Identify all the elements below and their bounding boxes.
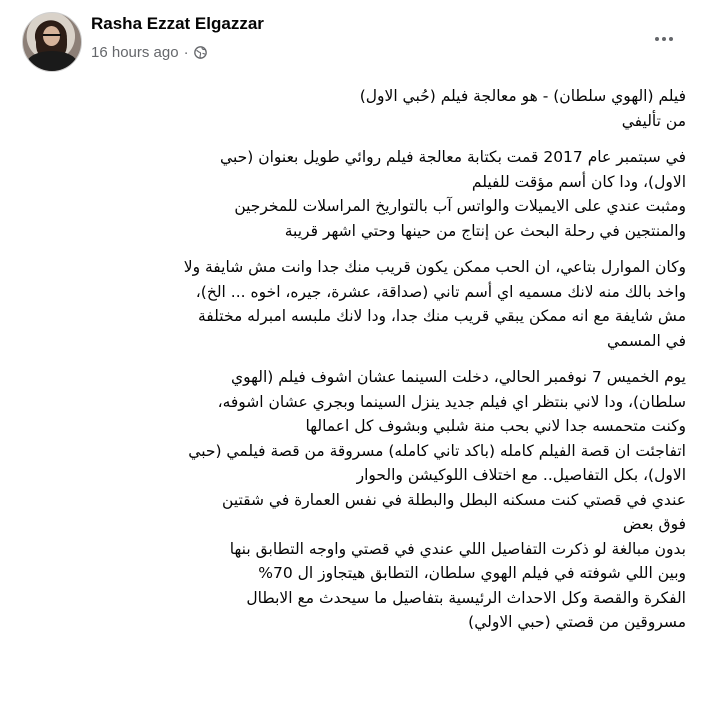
text-line: واخد بالك منه لانك مسميه اي أسم تاني (صداقة، عشرة، جيره، اخوه ... الخ)،: [195, 282, 686, 301]
avatar-shirt: [27, 51, 77, 72]
text-line: سلطان)، ودا لاني بنتظر اي فيلم جديد ينزل السينما وبجري عشان اشوفه،: [217, 392, 686, 411]
post-text: [28, 84, 686, 637]
text-line: الفكرة والقصة وكل الاحداث الرئيسية بتفاصيل ما سيحدث مع الابطال: [246, 588, 686, 607]
text-line: وبين اللي شوفته في فيلم الهوي سلطان، التطابق هيتجاوز ال 70%: [258, 564, 686, 582]
post-paragraph-2: [28, 145, 686, 243]
post-paragraph-4: [28, 365, 686, 635]
text-line: من تأليفي: [621, 111, 686, 130]
text-line: وكنت متحمسه جدا لاني بحب منة شلبي وبشوف كل اعمالها: [305, 417, 686, 435]
text-line: الاول)، بكل التفاصيل.. مع اختلاف اللوكيشن والحوار: [356, 466, 686, 484]
author-name[interactable]: Rasha Ezzat Elgazzar: [91, 14, 264, 33]
text-line: في المسمي: [607, 331, 686, 350]
post-paragraph-1: [28, 84, 686, 133]
text-line: اتفاجئت ان قصة الفيلم كامله (باكد تاني كامله) مسروقة من قصة فيلمي (حبي: [188, 441, 686, 460]
meta-separator: ·: [183, 43, 189, 61]
text-line: مسروقين من قصتي (حبي الاولي): [468, 613, 686, 631]
avatar-glasses: [43, 34, 61, 40]
text-line: مش شايفة مع انه ممكن يبقي قريب منك جدا، ودا لانك ملبسه امبرله مختلفة: [197, 307, 686, 325]
text-line: وكان الموارل بتاعي، ان الحب ممكن يكون قريب منك جدا وانت مش شايفة ولا: [183, 258, 686, 276]
post-meta: [91, 42, 207, 62]
text-line: الاول)، ودا كان أسم مؤقت للفيلم: [471, 172, 686, 191]
text-line: عندي في قصتي كنت مسكنه البطل والبطلة في نفس العمارة في شقتين: [222, 490, 686, 509]
more-options-button[interactable]: [646, 24, 682, 54]
text-line: فيلم (الهوي سلطان) - هو معالجة فيلم (حُبي الاول): [359, 87, 686, 105]
post-timestamp[interactable]: 16 hours ago: [91, 43, 179, 61]
text-line: والمنتجين في رحلة البحث عن إنتاج من حينها وحتي اشهر قريبة: [284, 221, 686, 240]
globe-icon[interactable]: [194, 46, 207, 59]
more-options-icon: [655, 37, 673, 41]
text-line: فوق بعض: [622, 515, 686, 533]
text-line: يوم الخميس 7 نوفمبر الحالي، دخلت السينما عشان اشوف فيلم (الهوي: [230, 368, 686, 386]
text-line: بدون مبالغة لو ذكرت التفاصيل اللي عندي في قصتي واوجه التطابق بنها: [229, 539, 686, 558]
post-paragraph-3: [28, 255, 686, 353]
text-line: ومثبت عندي على الايميلات والواتس آب بالتواريخ المراسلات للمخرجين: [234, 197, 686, 215]
text-line: في سبتمبر عام 2017 قمت بكتابة معالجة فيلم روائي طويل بعنوان (حبي: [220, 148, 686, 166]
post-header: [0, 0, 710, 80]
author-avatar[interactable]: [22, 12, 82, 72]
